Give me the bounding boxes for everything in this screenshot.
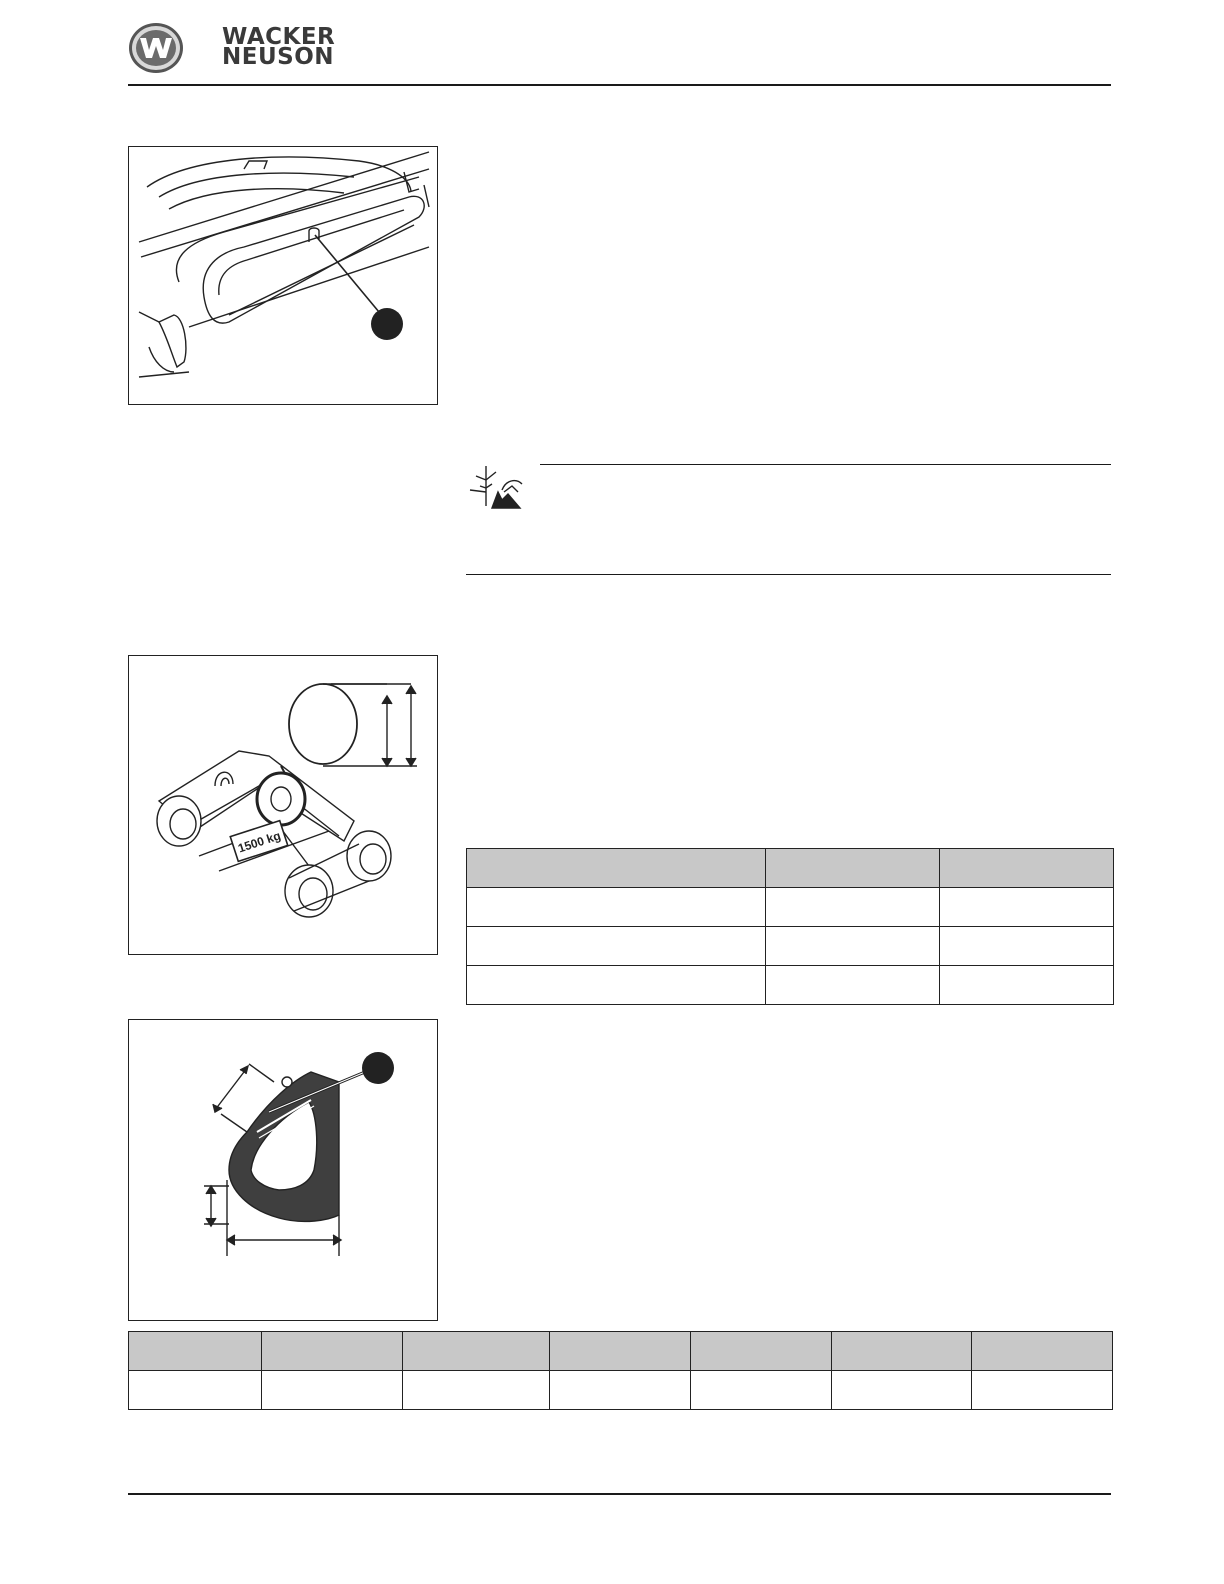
table-cell	[467, 966, 766, 1005]
brand-line-2: NEUSON	[222, 44, 335, 70]
table-header-cell	[262, 1332, 403, 1371]
header-rule	[128, 84, 1111, 86]
table-header-cell	[403, 1332, 550, 1371]
table-cell	[467, 888, 766, 927]
table-header-cell	[550, 1332, 691, 1371]
table-cell	[766, 927, 940, 966]
table-header-row	[129, 1332, 1113, 1371]
table-row	[467, 888, 1114, 927]
table-cell	[940, 966, 1114, 1005]
table-header-cell	[940, 849, 1114, 888]
spec-table-2	[128, 1331, 1113, 1410]
table-cell	[550, 1371, 691, 1410]
table-header-cell	[832, 1332, 972, 1371]
table-cell	[467, 927, 766, 966]
table-header-cell	[467, 849, 766, 888]
table-row	[129, 1371, 1113, 1410]
callout-circle-2	[362, 1052, 394, 1084]
callout-circle-1	[371, 308, 403, 340]
note-bottom-rule	[466, 574, 1111, 575]
figure-lifting-eye	[128, 146, 438, 405]
table-cell	[129, 1371, 262, 1410]
figure-hook	[128, 1019, 438, 1321]
table-cell	[940, 927, 1114, 966]
table-cell	[691, 1371, 832, 1410]
table-header-cell	[972, 1332, 1113, 1371]
table-row	[467, 966, 1114, 1005]
figure-coupler-eye	[128, 655, 438, 955]
footer-rule	[128, 1493, 1111, 1495]
table-cell	[972, 1371, 1113, 1410]
environment-icon	[468, 462, 530, 512]
table-header-cell	[691, 1332, 832, 1371]
table-cell	[832, 1371, 972, 1410]
table-cell	[766, 966, 940, 1005]
table-cell	[262, 1371, 403, 1410]
table-cell	[940, 888, 1114, 927]
table-row	[467, 927, 1114, 966]
spec-table-1	[466, 848, 1114, 1005]
logo-emblem	[128, 22, 184, 74]
load-label: 1500 kg	[236, 828, 283, 856]
table-cell	[403, 1371, 550, 1410]
table-header-cell	[129, 1332, 262, 1371]
table-header-cell	[766, 849, 940, 888]
brand-line-1: WACKER	[222, 24, 336, 50]
table-header-row	[467, 849, 1114, 888]
brand-wordmark	[222, 24, 336, 70]
note-top-rule	[540, 464, 1111, 465]
table-cell	[766, 888, 940, 927]
